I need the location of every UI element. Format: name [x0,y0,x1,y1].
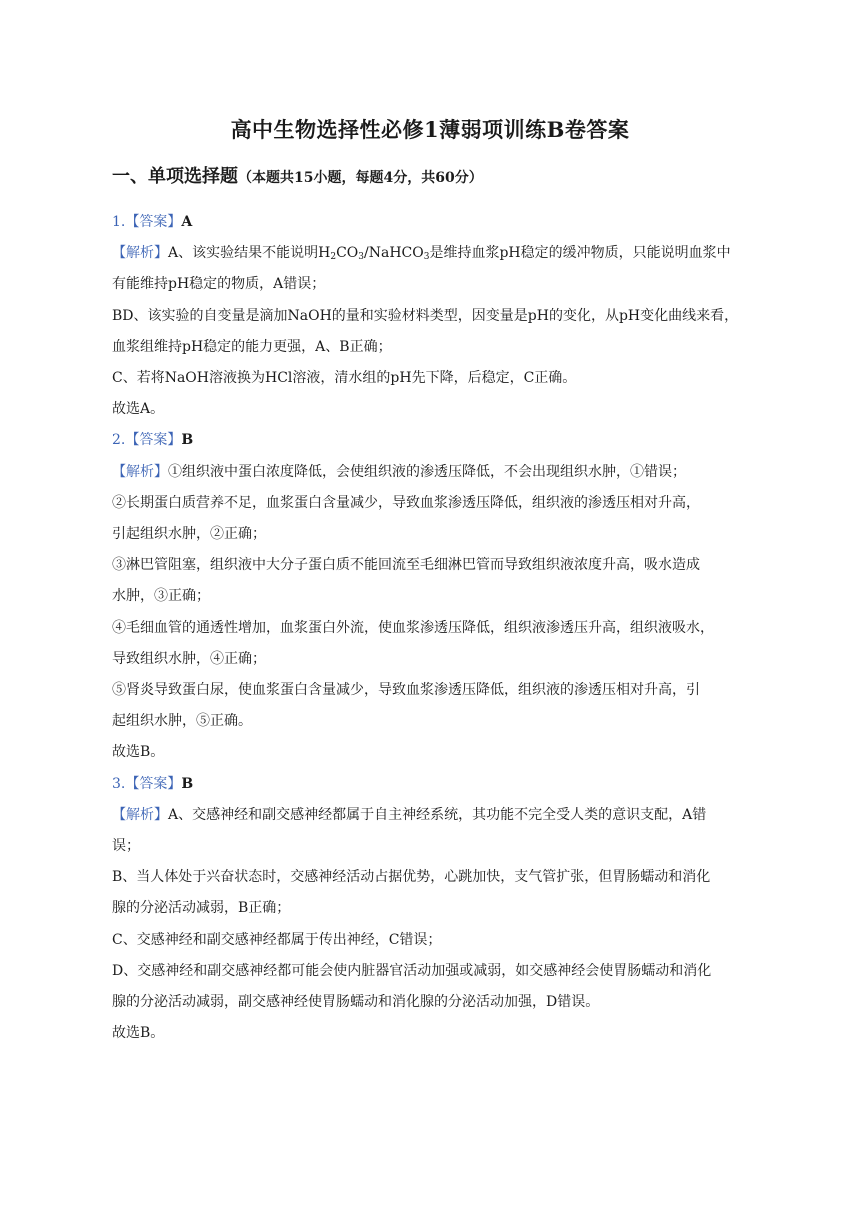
q2-number: 2. [112,432,126,449]
explanation-line: 引起组织水肿，②正确； [112,526,266,543]
q3-text: A、交感神经和副交感神经都属于自主神经系统，其功能不完全受人类的意识支配，A错 [168,806,707,823]
explanation-line: D、交感神经和副交感神经都可能会使内脏器官活动加强或减弱，如交感神经会使胃肠蠕动和消化 [112,962,712,979]
q1-answer-line [112,207,752,238]
subscript: 3 [423,252,430,263]
subscript: 3 [358,252,364,263]
explanation-line: B、当人体处于兴奋状态时，交感神经活动占据优势，心跳加快，支气管扩张，但胃肠蠕动和消化 [112,869,711,886]
explanation-line: ③淋巴管阻塞，组织液中大分子蛋白质不能回流至毛细淋巴管而导致组织液浓度升高，吸水造成 [112,557,700,574]
q1-text: CO [336,245,359,262]
conclusion-line: 故选B。 [112,744,165,761]
explanation-line: 导致组织水肿，④正确； [112,650,266,667]
explanation-line: C、交感神经和副交感神经都属于传出神经，C错误； [112,931,442,948]
q1-number: 1. [112,214,126,230]
explanation-line: 起组织水肿，⑤正确。 [112,713,252,730]
section-heading [112,162,483,188]
explanation-tag: 【解析】 [112,463,168,480]
explanation-line: 误； [112,838,140,855]
q1-text: /NaHCO [364,245,424,262]
q2-explanation-line [112,457,752,488]
q2-answer-value: B [181,432,194,449]
explanation-tag: 【解析】 [112,806,168,823]
explanation-line: ④毛细血管的通透性增加，血浆蛋白外流，使血浆渗透压降低，组织液渗透压升高，组织液吸水， [112,619,714,636]
section-note: （本题共15小题，每题4分，共60分） [238,170,483,186]
q3-answer-value: B [181,775,194,792]
q1-answer-value: A [181,214,193,230]
explanation-line: 水肿，③正确； [112,588,210,605]
q2-text: ①组织液中蛋白浓度降低，会使组织液的渗透压降低，不会出现组织水肿，①错误； [168,463,686,480]
document-title: 高中生物选择性必修1薄弱项训练B卷答案 [230,117,630,142]
subscript: 2 [330,252,337,263]
explanation-line: C、若将NaOH溶液换为HCl溶液，清水组的pH先下降，后稳定，C正确。 [112,370,577,387]
answer-tag: 【答案】 [125,775,182,792]
explanation-line: 腺的分泌活动减弱，B正确； [112,900,291,917]
explanation-line: ⑤肾炎导致蛋白尿，使血浆蛋白含量减少，导致血浆渗透压降低，组织液的渗透压相对升高，引 [112,682,700,699]
explanation-line: 血浆组维持pH稳定的能力更强，A、B正确； [112,338,392,355]
q3-explanation-line [112,800,752,831]
explanation-line: 腺的分泌活动减弱，副交感神经使胃肠蠕动和消化腺的分泌活动加强，D错误。 [112,994,600,1011]
q1-text: A、该实验结果不能说明H [168,245,331,262]
q3-answer-line [112,769,752,800]
answer-tag: 【答案】 [125,432,182,449]
q3-number: 3. [112,775,126,792]
section-title: 一、单项选择题 [112,166,238,187]
q1-text: 是维持血浆pH稳定的缓冲物质，只能说明血浆中 [429,245,731,262]
conclusion-line: 故选B。 [112,1025,165,1042]
explanation-line: ②长期蛋白质营养不足，血浆蛋白含量减少，导致血浆渗透压降低，组织液的渗透压相对升高， [112,494,700,511]
conclusion-line: 故选A。 [112,401,165,418]
q1-explanation-line [112,238,752,269]
q2-answer-line [112,425,752,456]
explanation-line: 有能维持pH稳定的物质，A错误； [112,276,326,293]
explanation-tag: 【解析】 [112,245,168,262]
answer-body [112,207,752,1049]
explanation-line: BD、该实验的自变量是滴加NaOH的量和实验材料类型，因变量是pH的变化，从pH变化曲线来看， [112,307,739,324]
answer-tag: 【答案】 [125,214,182,230]
